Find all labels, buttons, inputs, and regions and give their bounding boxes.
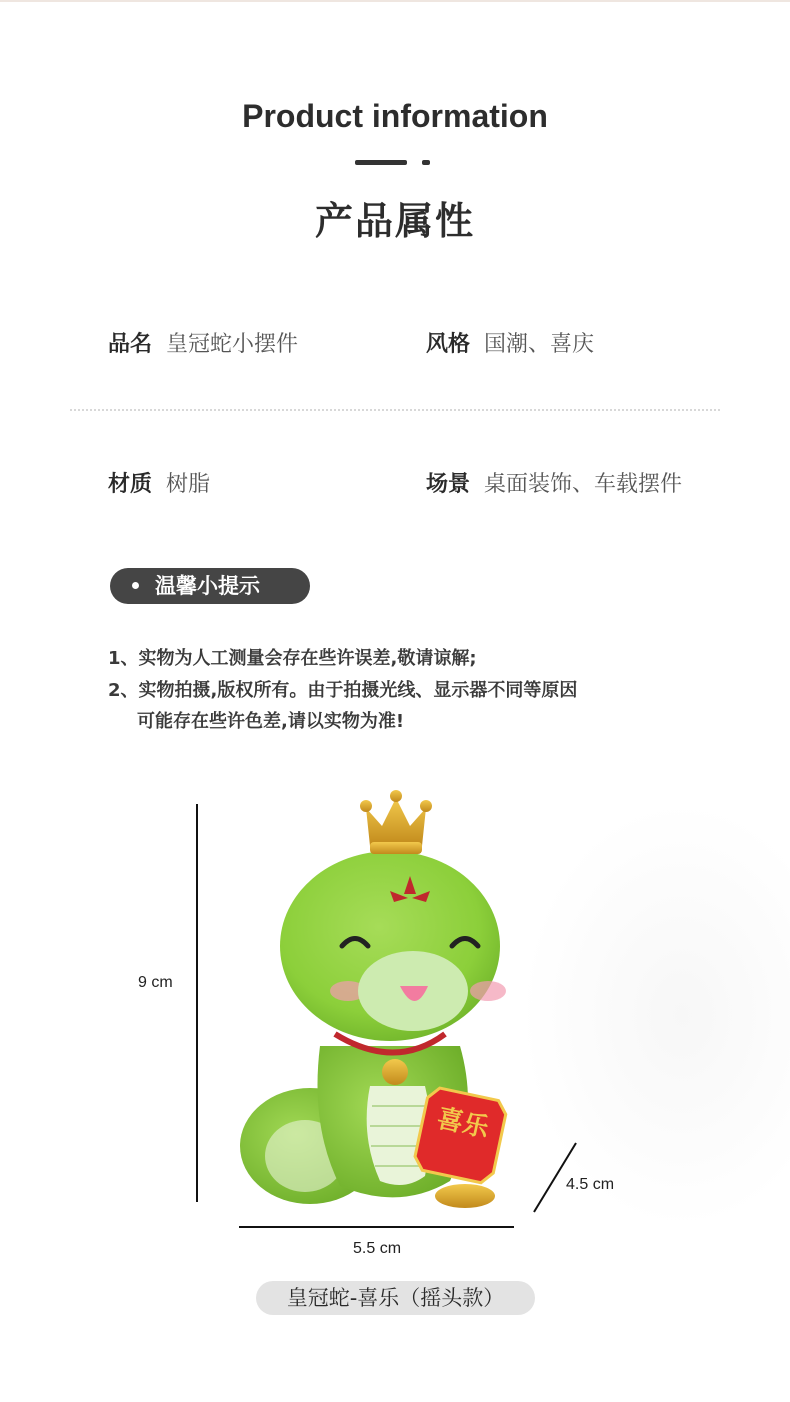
tips-badge xyxy=(110,568,310,604)
height-dimension-line xyxy=(196,804,198,1202)
height-dimension-label: 9 cm xyxy=(138,974,173,991)
tip-line-2: 2、实物拍摄,版权所有。由于拍摄光线、显示器不同等原因 xyxy=(108,680,578,701)
tip-line-3: 可能存在些许色差,请以实物为准! xyxy=(137,711,405,732)
width-dimension-label: 5.5 cm xyxy=(353,1240,402,1257)
attribute-material xyxy=(108,467,210,498)
title-dot-decoration xyxy=(422,160,430,165)
bullet-dot-icon xyxy=(132,582,139,589)
attribute-key: 风格 xyxy=(426,332,471,357)
fan-text-upper: 喜乐 xyxy=(434,1103,492,1144)
attribute-scene xyxy=(426,467,682,498)
attribute-name xyxy=(108,327,298,358)
attribute-value: 桌面装饰、车载摆件 xyxy=(484,472,683,497)
attribute-key: 品名 xyxy=(108,332,153,357)
attribute-value: 皇冠蛇小摆件 xyxy=(166,332,299,357)
attribute-key: 材质 xyxy=(108,472,153,497)
title-dash-decoration xyxy=(355,160,407,165)
tips-badge-label: 温馨小提示 xyxy=(155,574,260,598)
tip-line-1: 1、实物为人工测量会存在些许误差,敬请谅解; xyxy=(108,648,477,669)
attribute-value: 国潮、喜庆 xyxy=(484,332,595,357)
attribute-value: 树脂 xyxy=(166,472,211,497)
section-title-en: Product information xyxy=(242,98,548,134)
snake-figurine-image xyxy=(230,786,550,1226)
depth-dimension-label: 4.5 cm xyxy=(566,1176,615,1193)
section-title-cn: 产品属性 xyxy=(314,199,475,243)
attribute-key: 场景 xyxy=(426,472,471,497)
top-border xyxy=(0,0,790,2)
product-caption: 皇冠蛇-喜乐（摇头款） xyxy=(256,1281,535,1315)
width-dimension-line xyxy=(239,1226,514,1228)
dotted-divider xyxy=(70,409,720,411)
attribute-style xyxy=(426,327,594,358)
